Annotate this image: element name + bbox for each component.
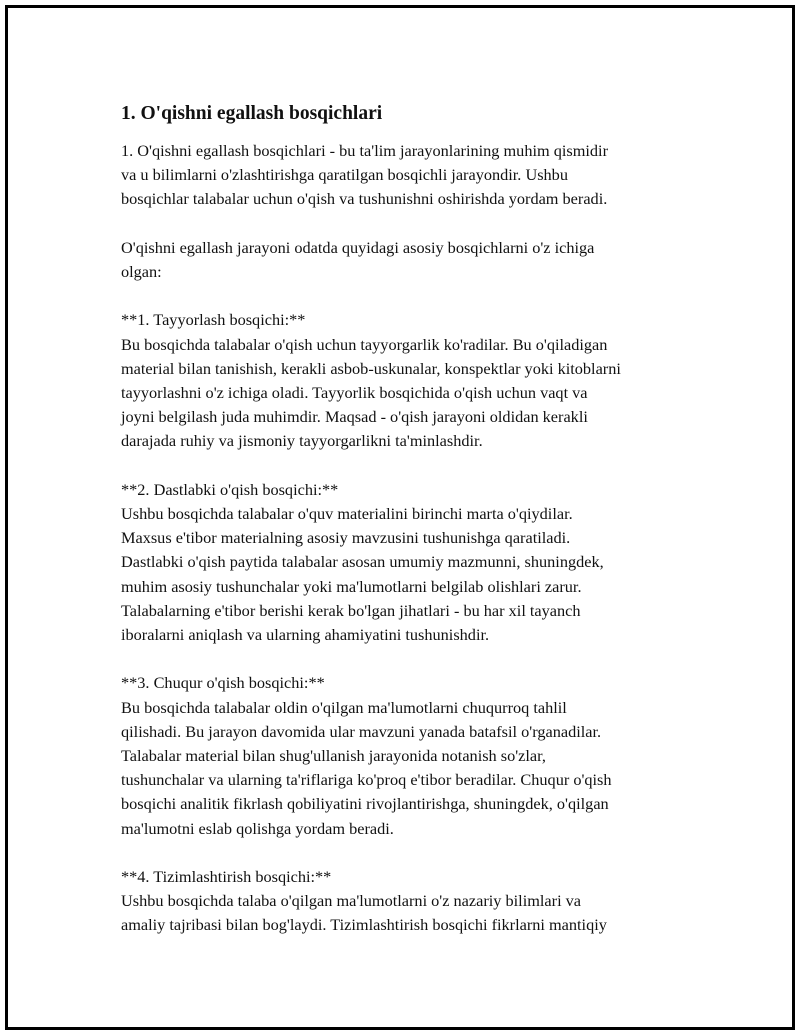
document-body bbox=[121, 101, 721, 962]
paragraph-stage-4: **4. Tizimlashtirish bosqichi:** Ushbu bosqichda talaba o'qilgan ma'lumotlarni o'z nazariy bilimlari va amaliy tajribasi bilan bog'laydi. Tizimlashtirish bosqichi fikrlarni mantiqiy bbox=[121, 867, 607, 935]
paragraph-overview: O'qishni egallash jarayoni odatda quyidagi asosiy bosqichlarni o'z ichiga olgan: bbox=[121, 237, 595, 281]
paragraph-stage-2: **2. Dastlabki o'qish bosqichi:** Ushbu bosqichda talabalar o'quv materialini birinchi marta o'qiydilar. Maxsus e'tibor materialning asosiy mavzusini tushunishga qaratiladi. Dastlabki o'qish paytida talabalar asosan umumiy mazmunni, shuningdek, muhim asosiy tushunchalar yoki ma'lumotlarni belgilab olishlari zarur. Talabalarning e'tibor berishi kerak bo'lgan jihatlari - bu har xil tayanch iboralarni aniqlash va ularning ahamiyatini tushunishdir. bbox=[121, 479, 604, 645]
document-title: 1. O'qishni egallash bosqichlari bbox=[121, 103, 383, 124]
paragraph-stage-1: **1. Tayyorlash bosqichi:** Bu bosqichda talabalar o'qish uchun tayyorgarlik ko'radilar. Bu o'qiladigan material bilan tanishish, kerakli asbob-uskunalar, konspektlar yoki kitoblarni tayyorlashni o'z ichiga oladi. Tayyorlik bosqichida o'qish uchun vaqt va joyni belgilash juda muhimdir. Maqsad - o'qish jarayoni oldidan kerakli darajada ruhiy va jismoniy tayyorgarlikni ta'minlashdir. bbox=[121, 310, 621, 451]
page-frame bbox=[5, 5, 795, 1030]
paragraph-intro: 1. O'qishni egallash bosqichlari - bu ta'lim jarayonlarining muhim qismidir va u bilimlarni o'zlashtirishga qaratilgan bosqichli jarayondir. Ushbu bosqichlar talabalar uchun o'qish va tushunishni oshirishda yordam beradi. bbox=[121, 141, 608, 209]
paragraph-stage-3: **3. Chuqur o'qish bosqichi:** Bu bosqichda talabalar oldin o'qilgan ma'lumotlarni chuqurroq tahlil qilishadi. Bu jarayon davomida ular mavzuni yanada batafsil o'rganadilar. Talabalar material bilan shug'ullanish jarayonida notanish so'zlar, tushunchalar va ularning ta'riflariga ko'proq e'tibor beradilar. Chuqur o'qish bosqichi analitik fikrlash qobiliyatini rivojlantirishga, shuningdek, o'qilgan ma'lumotni eslab qolishga yordam beradi. bbox=[121, 673, 612, 838]
